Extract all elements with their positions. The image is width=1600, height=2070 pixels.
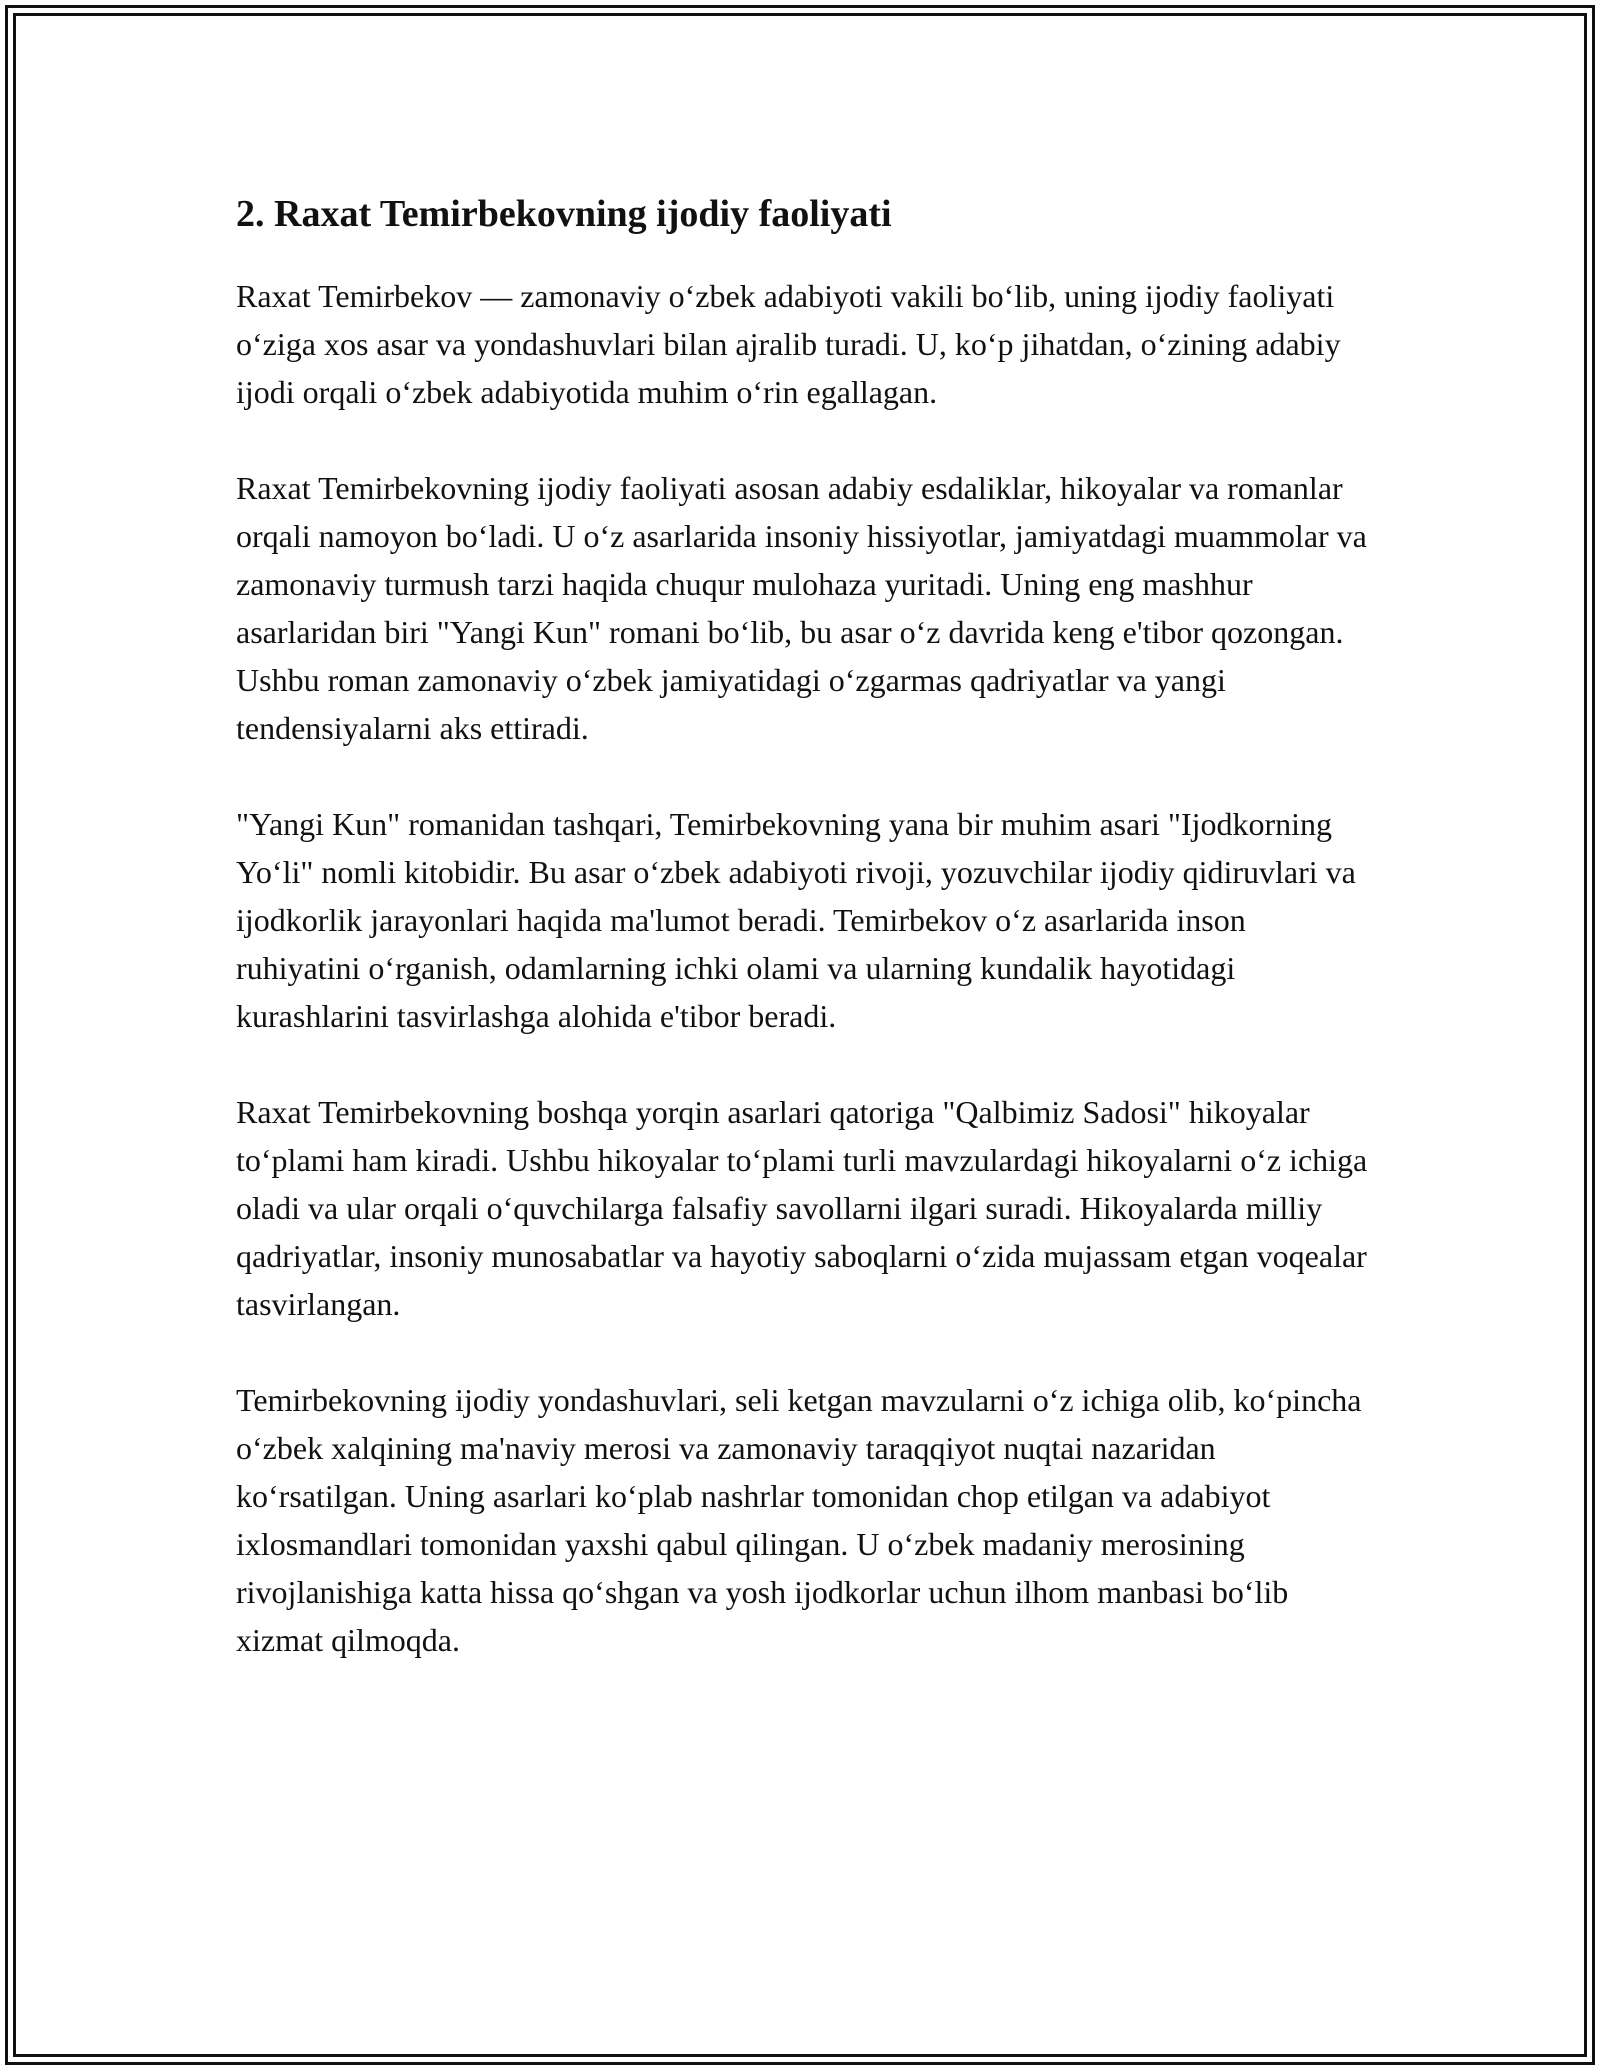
section-heading: 2. Raxat Temirbekovning ijodiy faoliyati <box>236 193 892 235</box>
paragraph-1: Raxat Temirbekov — zamonaviy o‘zbek adabiyoti vakili bo‘lib, uning ijodiy faoliyati o‘ziga xos asar va yondashuvlari bilan ajralib turadi. U, ko‘p jihatdan, o‘zining adabiy ijodi orqali o‘zbek adabiyotida muhim o‘rin egallagan. <box>236 278 1341 410</box>
paragraph-3: "Yangi Kun" romanidan tashqari, Temirbekovning yana bir muhim asari "Ijodkorning Yo‘li" nomli kitobidir. Bu asar o‘zbek adabiyoti rivoji, yozuvchilar ijodiy qidiruvlari va ijodkorlik jarayonlari haqida ma'lumot beradi. Temirbekov o‘z asarlarida inson ruhiyatini o‘rganish, odamlarning ichki olami va ularning kundalik hayotidagi kurashlarini tasvirlashga alohida e'tibor beradi. <box>236 806 1356 1034</box>
paragraph-4: Raxat Temirbekovning boshqa yorqin asarlari qatoriga "Qalbimiz Sadosi" hikoyalar to‘plami ham kiradi. Ushbu hikoyalar to‘plami turli mavzulardagi hikoyalarni o‘z ichiga oladi va ular orqali o‘quvchilarga falsafiy savollarni ilgari suradi. Hikoyalarda milliy qadriyatlar, insoniy munosabatlar va hayotiy saboqlarni o‘zida mujassam etgan voqealar tasvirlangan. <box>236 1094 1368 1322</box>
document-body <box>236 186 1372 1712</box>
paragraph-5: Temirbekovning ijodiy yondashuvlari, seli ketgan mavzularni o‘z ichiga olib, ko‘pincha o‘zbek xalqining ma'naviy merosi va zamonaviy taraqqiyot nuqtai nazaridan ko‘rsatilgan. Uning asarlari ko‘plab nashrlar tomonidan chop etilgan va adabiyot ixlosmandlari tomonidan yaxshi qabul qilingan. U o‘zbek madaniy merosining rivojlanishiga katta hissa qo‘shgan va yosh ijodkorlar uchun ilhom manbasi bo‘lib xizmat qilmoqda. <box>236 1382 1362 1658</box>
paragraph-2: Raxat Temirbekovning ijodiy faoliyati asosan adabiy esdaliklar, hikoyalar va romanlar orqali namoyon bo‘ladi. U o‘z asarlarida insoniy hissiyotlar, jamiyatdagi muammolar va zamonaviy turmush tarzi haqida chuqur mulohaza yuritadi. Uning eng mashhur asarlaridan biri "Yangi Kun" romani bo‘lib, bu asar o‘z davrida keng e'tibor qozongan. Ushbu roman zamonaviy o‘zbek jamiyatidagi o‘zgarmas qadriyatlar va yangi tendensiyalarni aks ettiradi. <box>236 470 1367 746</box>
